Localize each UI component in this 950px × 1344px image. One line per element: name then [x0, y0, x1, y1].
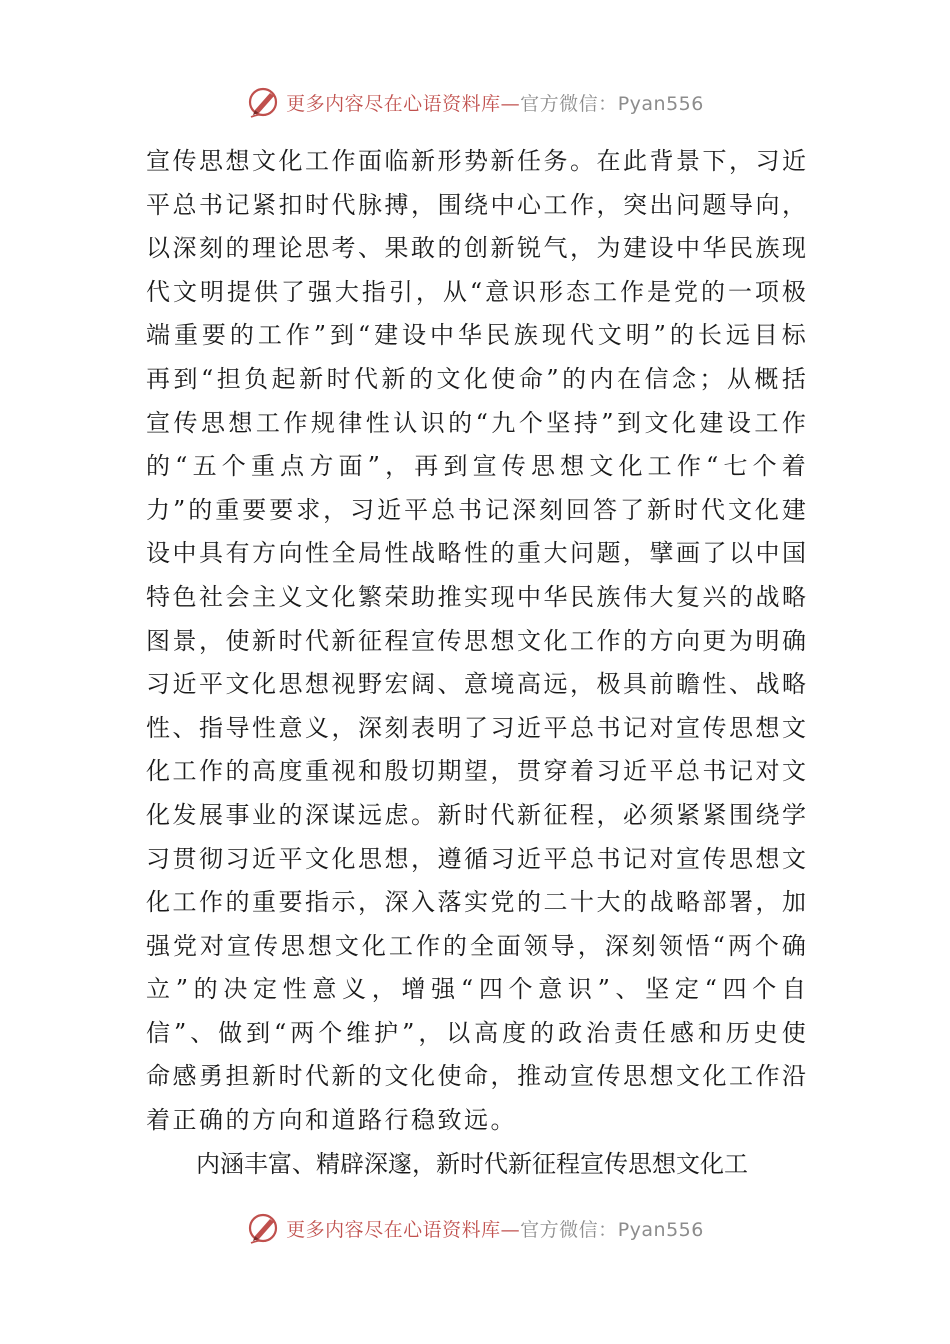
- text-line: 特 色 社 会 主 义 文 化 繁 荣 助 推 实 现 中 华 民 族 伟 大 复 兴 的 战 略: [146, 582, 806, 611]
- text-line: 化 工 作 的 重 要 指 示 ， 深 入 落 实 党 的 二 十 大 的 战 略 部 署 ， 加: [146, 888, 806, 917]
- text-line: 图 景 ， 使 新 时 代 新 征 程 宣 传 思 想 文 化 工 作 的 方 向 更 为 明 确: [146, 626, 806, 655]
- text-line: 力 ” 的 重 要 要 求 ， 习 近 平 总 书 记 深 刻 回 答 了 新 时 代 文 化 建: [146, 495, 806, 524]
- text-line: 平 总 书 记 紧 扣 时 代 脉 搏 ， 围 绕 中 心 工 作 ， 突 出 问 题 导 向 ，: [146, 190, 806, 219]
- pen-logo-icon: [246, 84, 282, 120]
- text-line: 宣 传 思 想 工 作 规 律 性 认 识 的 “ 九 个 坚 持 ” 到 文 化 建 设 工 作: [146, 408, 806, 437]
- text-line: 性 、 指 导 性 意 义 ， 深 刻 表 明 了 习 近 平 总 书 记 对 宣 传 思 想 文: [146, 713, 806, 742]
- footer-watermark-banner: [0, 1208, 950, 1248]
- text-line: 命 感 勇 担 新 时 代 新 的 文 化 使 命 ， 推 动 宣 传 思 想 文 化 工 作 沿: [146, 1062, 806, 1091]
- text-line: 代 文 明 提 供 了 强 大 指 引 ， 从 “ 意 识 形 态 工 作 是 党 的 一 项 极: [146, 277, 806, 306]
- text-line: 设 中 具 有 方 向 性 全 局 性 战 略 性 的 重 大 问 题 ， 擘 画 了 以 中 国: [146, 539, 806, 568]
- banner-text: 更多内容尽在心语资料库—官方微信：Pyan556: [286, 1218, 704, 1241]
- text-line: 以 深 刻 的 理 论 思 考 、 果 敢 的 创 新 锐 气 ， 为 建 设 中 华 民 族 现: [146, 234, 806, 263]
- text-line: 立 ” 的 决 定 性 意 义 ， 增 强 “ 四 个 意 识 ” 、 坚 定 “ 四 个 自: [146, 975, 806, 1004]
- text-line: 习 贯 彻 习 近 平 文 化 思 想 ， 遵 循 习 近 平 总 书 记 对 宣 传 思 想 文: [146, 844, 806, 873]
- text-line: 的 “ 五 个 重 点 方 面 ” ， 再 到 宣 传 思 想 文 化 工 作 “ 七 个 着: [146, 452, 806, 481]
- text-line: 宣 传 思 想 文 化 工 作 面 临 新 形 势 新 任 务 。 在 此 背 景 下 ， 习 近: [146, 147, 806, 175]
- text-line: 再 到 “ 担 负 起 新 时 代 新 的 文 化 使 命 ” 的 内 在 信 念 ； 从 概 括: [146, 364, 806, 393]
- header-watermark-banner: [0, 82, 950, 122]
- text-line-new-paragraph: 内涵丰富、精辟深邃，新时代新征程宣传思想文化工: [196, 1149, 748, 1178]
- text-line: 信 ” 、 做 到 “ 两 个 维 护 ” ， 以 高 度 的 政 治 责 任 感 和 历 史 使: [146, 1018, 806, 1047]
- text-line: 端 重 要 的 工 作 ” 到 “ 建 设 中 华 民 族 现 代 文 明 ” 的 长 远 目 标: [146, 321, 806, 350]
- text-line: 强 党 对 宣 传 思 想 文 化 工 作 的 全 面 领 导 ， 深 刻 领 悟 “ 两 个 确: [146, 931, 806, 960]
- text-line: 习 近 平 文 化 思 想 视 野 宏 阔 、 意 境 高 远 ， 极 具 前 瞻 性 、 战 略: [146, 670, 806, 699]
- text-line-paragraph-end: 着正确的方向和道路行稳致远。: [146, 1106, 517, 1135]
- text-line: 化 发 展 事 业 的 深 谋 远 虑 。 新 时 代 新 征 程 ， 必 须 紧 紧 围 绕 学: [146, 800, 806, 829]
- banner-text: 更多内容尽在心语资料库—官方微信：Pyan556: [286, 92, 704, 115]
- text-line: 化 工 作 的 高 度 重 视 和 殷 切 期 望 ， 贯 穿 着 习 近 平 总 书 记 对 文: [146, 757, 806, 786]
- pen-logo-icon: [246, 1210, 282, 1246]
- document-body: [146, 140, 806, 1186]
